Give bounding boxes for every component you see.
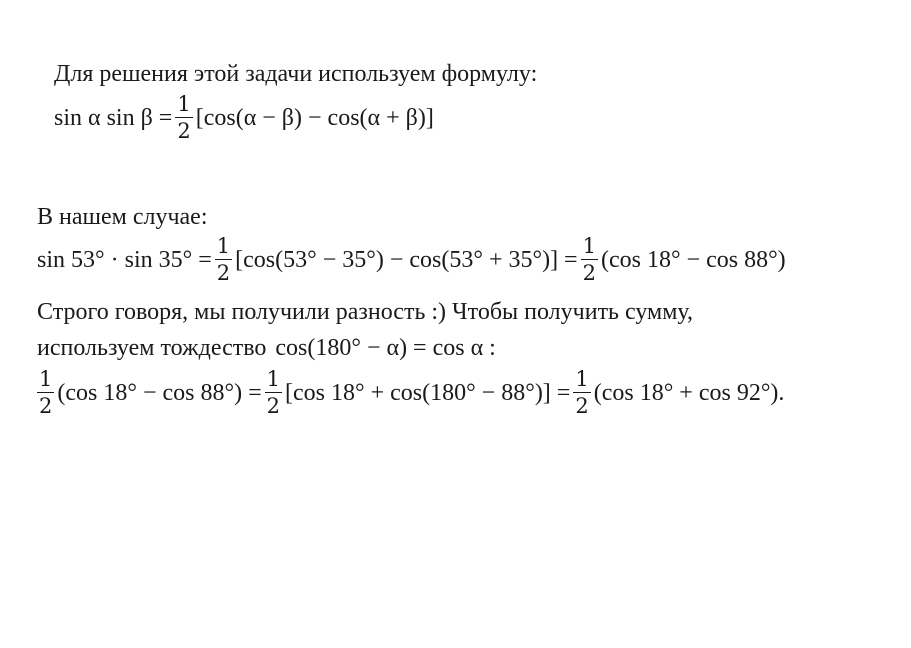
fraction-denominator: 2 [575,394,589,418]
identity-line [37,336,496,360]
fraction-denominator: 2 [39,394,53,418]
eq2-fraction-1 [37,369,54,417]
fraction-numerator: 1 [216,234,231,258]
product-to-sum-formula [54,94,434,142]
fraction-denominator: 2 [216,261,231,285]
eq2-part-1: (cos 18° − cos 88°) = [57,380,262,406]
eq2-part-2: [cos 18° + cos(180° − 88°)] = [284,380,571,406]
eq1-fraction-1 [215,236,232,284]
eq1-rhs: (cos 18° − cos 88°) [600,247,786,273]
equation-1 [37,236,786,284]
formula-fraction [175,94,192,142]
eq2-part-3: (cos 18° + cos 92°). [593,380,785,406]
eq1-lhs: sin 53° · sin 35° = [37,247,212,273]
fraction-denominator: 2 [177,119,191,143]
equation-2 [37,369,784,417]
case-text: В нашем случае: [37,204,208,230]
eq2-fraction-3 [573,369,590,417]
eq2-fraction-2 [265,369,282,417]
fraction-numerator: 1 [39,367,53,391]
fraction-numerator: 1 [266,367,280,391]
identity-formula: cos(180° − α) = cos α : [275,335,496,361]
eq1-fraction-2 [581,236,598,284]
fraction-numerator: 1 [582,234,596,258]
remark-text: Строго говоря, мы получили разность :) Чтобы получить сумму, [37,299,693,325]
eq1-middle: [cos(53° − 35°) − cos(53° + 35°)] = [235,247,578,273]
intro-text: Для решения этой задачи используем формулу: [54,61,538,87]
formula-lhs: sin α sin β = [54,105,173,131]
fraction-denominator: 2 [266,394,280,418]
identity-text: используем тождество [37,335,267,361]
formula-rhs: [cos(α − β) − cos(α + β)] [195,105,434,131]
fraction-denominator: 2 [582,261,596,285]
fraction-numerator: 1 [575,367,589,391]
fraction-numerator: 1 [177,92,191,116]
